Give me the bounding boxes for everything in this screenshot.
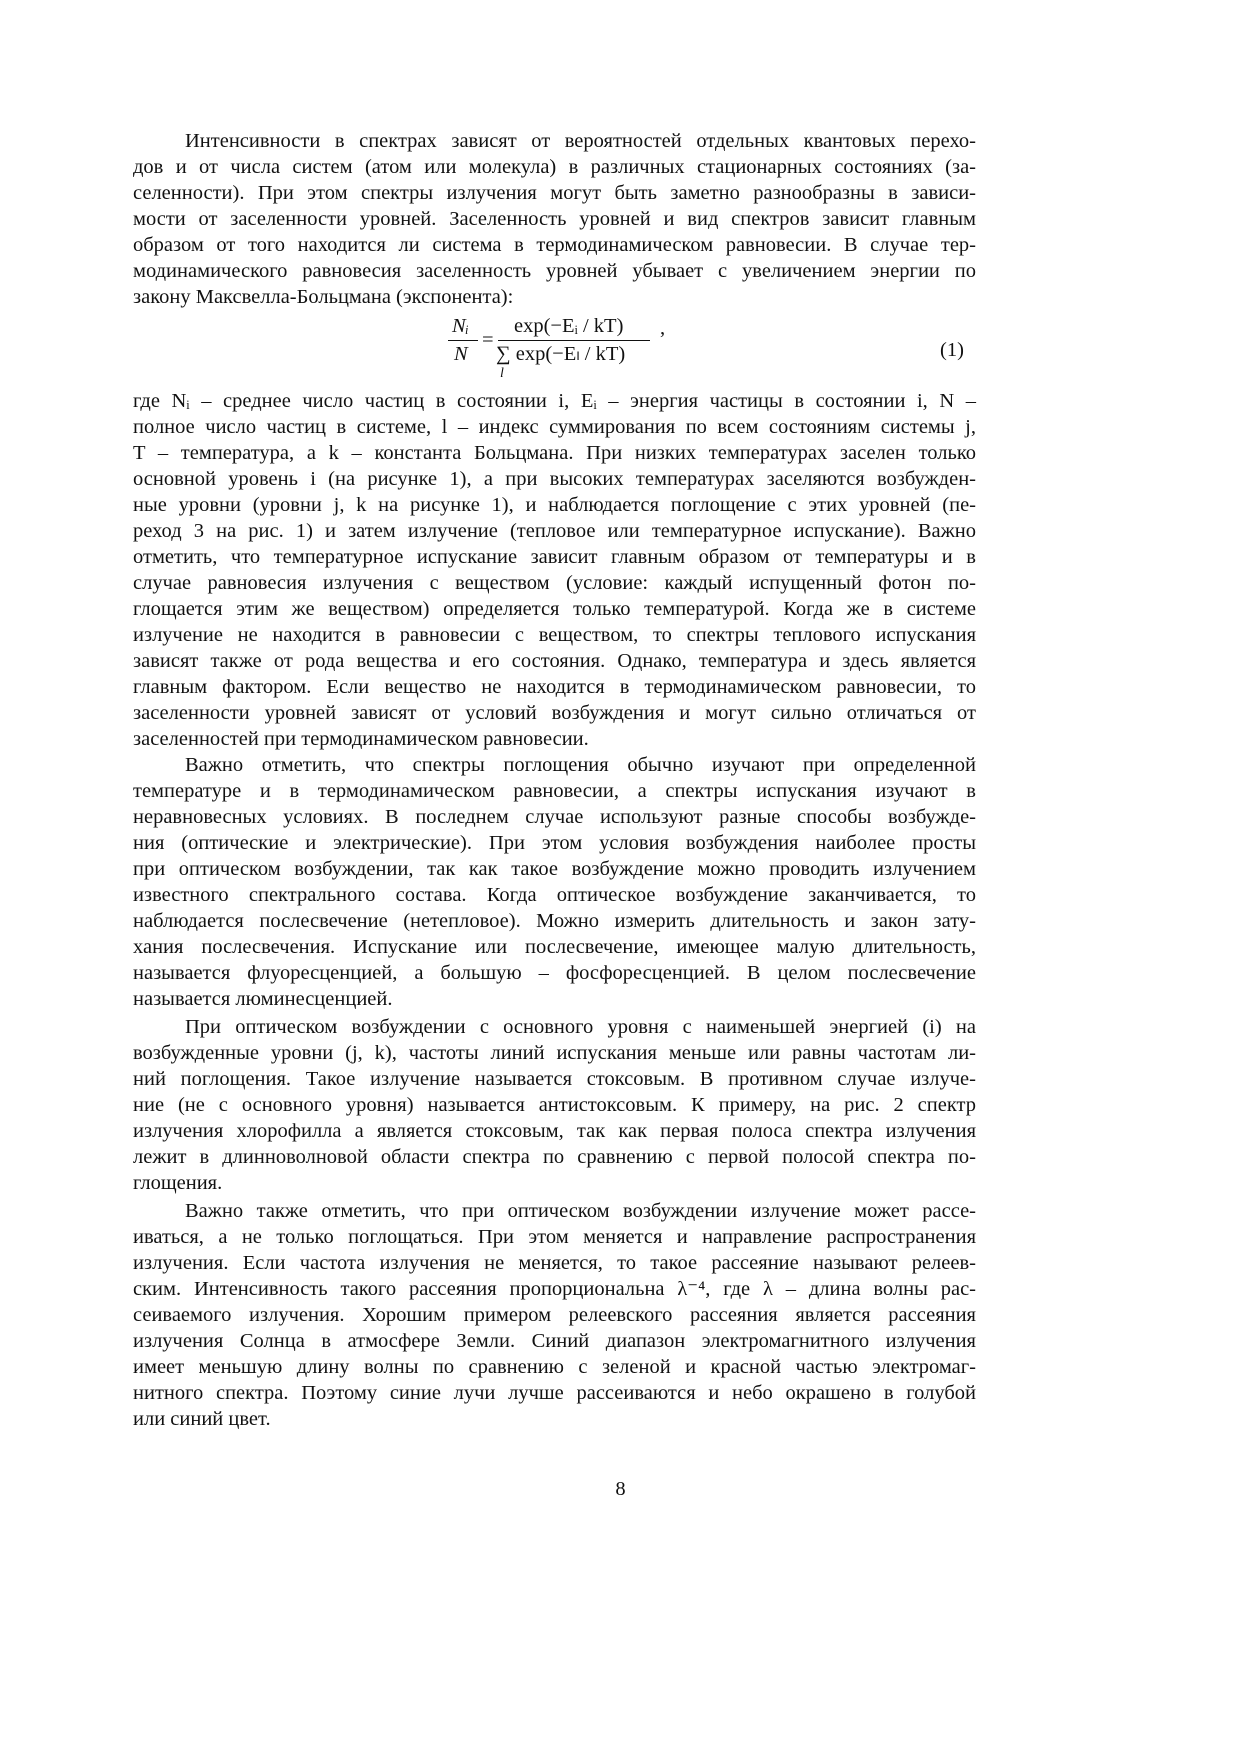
page-number: 8 [615,1478,626,1500]
text-line: при оптическом возбуждении, так как такое возбуждение можно проводить излучением [133,858,976,880]
text-line: полное число частиц в системе, l – индекс суммирования по всем состояниям системы j, [133,416,976,438]
text-line: излучения. Если частота излучения не меняется, то такое рассеяние называют релеев- [133,1252,976,1274]
text-line: При оптическом возбуждении с основного уровня с наименьшей энергией (i) на [185,1016,976,1038]
text-line: сеиваемого излучения. Хорошим примером релеевского рассеяния является рассеяния [133,1304,976,1326]
text-line: иваться, а не только поглощаться. При этом меняется и направление распространения [133,1226,976,1248]
text-line: ные уровни (уровни j, k на рисунке 1), и наблюдается поглощение с этих уровней (пе- [133,494,976,516]
text-line: глощается этим же веществом) определяется только температурой. Когда же в системе [133,598,976,620]
text-line: ния (оптические и электрические). При этом условия возбуждения наиболее просты [133,832,976,854]
formula-equals: = [482,329,494,351]
formula-rhs-denominator: ∑ exp(−Eₗ / kT) [496,343,626,365]
text-line: Важно отметить, что спектры поглощения обычно изучают при определенной [185,754,976,776]
formula-number: (1) [940,339,964,361]
text-line: T – температура, а k – константа Больцмана. При низких температурах заселен только [133,442,976,464]
fraction-bar [448,340,478,341]
text-line: излучение не находится в равновесии с веществом, то спектры теплового испускания [133,624,976,646]
paragraph-4 [133,1014,976,1196]
text-line: закону Максвелла-Больцмана (экспонента): [133,286,514,308]
text-line: мости от заселенности уровней. Заселенность уровней и вид спектров зависит главным [133,208,976,230]
text-line: реход 3 на рис. 1) и затем излучение (тепловое или температурное испускание). Важно [133,520,976,542]
text-line: Важно также отметить, что при оптическом возбуждении излучение может рассе- [185,1200,976,1222]
text-line: хания послесвечения. Испускание или послесвечение, имеющее малую длительность, [133,936,976,958]
text-line: селенности). При этом спектры излучения могут быть заметно разнообразны в зависи- [133,182,976,204]
text-line: лежит в длинноволновой области спектра по сравнению с первой полосой спектра по- [133,1146,976,1168]
formula-rhs-numerator: exp(−Eᵢ / kT) [514,315,624,337]
text-line: где Nᵢ – среднее число частиц в состоянии i, Eᵢ – энергия частицы в состоянии i, N – [133,390,976,412]
text-line: известного спектрального состава. Когда оптическое возбуждение заканчивается, то [133,884,976,906]
text-line: модинамического равновесия заселенность уровней убывает с увеличением энергии по [133,260,976,282]
text-line: заселенности уровней зависят от условий возбуждения и могут сильно отличаться от [133,702,976,724]
text-line: ским. Интенсивность такого рассеяния пропорциональна λ⁻⁴, где λ – длина волны рас- [133,1278,976,1300]
fraction-bar [498,340,650,341]
text-line: глощения. [133,1172,223,1194]
text-line: Интенсивности в спектрах зависят от вероятностей отдельных квантовых перехо- [185,130,976,152]
text-line: неравновесных условиях. В последнем случае используют разные способы возбужде- [133,806,976,828]
paragraph-1 [133,128,976,310]
text-line: излучения хлорофилла a является стоксовым, так как первая полоса спектра излучения [133,1120,976,1142]
text-line: наблюдается послесвечение (нетепловое). Можно измерить длительность и закон зату- [133,910,976,932]
text-line: ний поглощения. Такое излучение называется стоксовым. В противном случае излуче- [133,1068,976,1090]
text-line: имеет меньшую длину волны по сравнению с зеленой и красной частью электромаг- [133,1356,976,1378]
text-line: температуре и в термодинамическом равновесии, а спектры испускания изучают в [133,780,976,802]
paragraph-5 [133,1198,976,1432]
formula-lhs-numerator: Nᵢ [452,315,469,337]
text-line: ние (не с основного уровня) называется антистоксовым. К примеру, на рис. 2 спектр [133,1094,976,1116]
text-line: отметить, что температурное испускание зависит главным образом от температуры и в [133,546,976,568]
paragraph-2 [133,388,976,752]
text-line: называется флуоресценцией, а большую – фосфоресценцией. В целом послесвечение [133,962,976,984]
text-line: возбужденные уровни (j, k), частоты линий испускания меньше или равны частотам ли- [133,1042,976,1064]
formula-boltzmann [0,310,1241,386]
text-line: главным фактором. Если вещество не находится в термодинамическом равновесии, то [133,676,976,698]
text-line: основной уровень i (на рисунке 1), а при высоких температурах заселяются возбужден- [133,468,976,490]
text-line: зависят также от рода вещества и его состояния. Однако, температура и здесь является [133,650,976,672]
formula-sum-index: l [500,366,504,381]
text-line: нитного спектра. Поэтому синие лучи лучше рассеиваются и небо окрашено в голубой [133,1382,976,1404]
text-line: называется люминесценцией. [133,988,393,1010]
paragraph-3 [133,752,976,1012]
text-line: или синий цвет. [133,1408,271,1430]
text-line: дов и от числа систем (атом или молекула) в различных стационарных состояниях (за- [133,156,976,178]
text-line: образом от того находится ли система в термодинамическом равновесии. В случае тер- [133,234,976,256]
formula-comma: , [660,317,666,339]
formula-lhs-denominator: N [454,343,468,365]
text-line: заселенностей при термодинамическом равновесии. [133,728,589,750]
text-line: излучения Солнца в атмосфере Земли. Синий диапазон электромагнитного излучения [133,1330,976,1352]
text-line: случае равновесия излучения с веществом (условие: каждый испущенный фотон по- [133,572,976,594]
